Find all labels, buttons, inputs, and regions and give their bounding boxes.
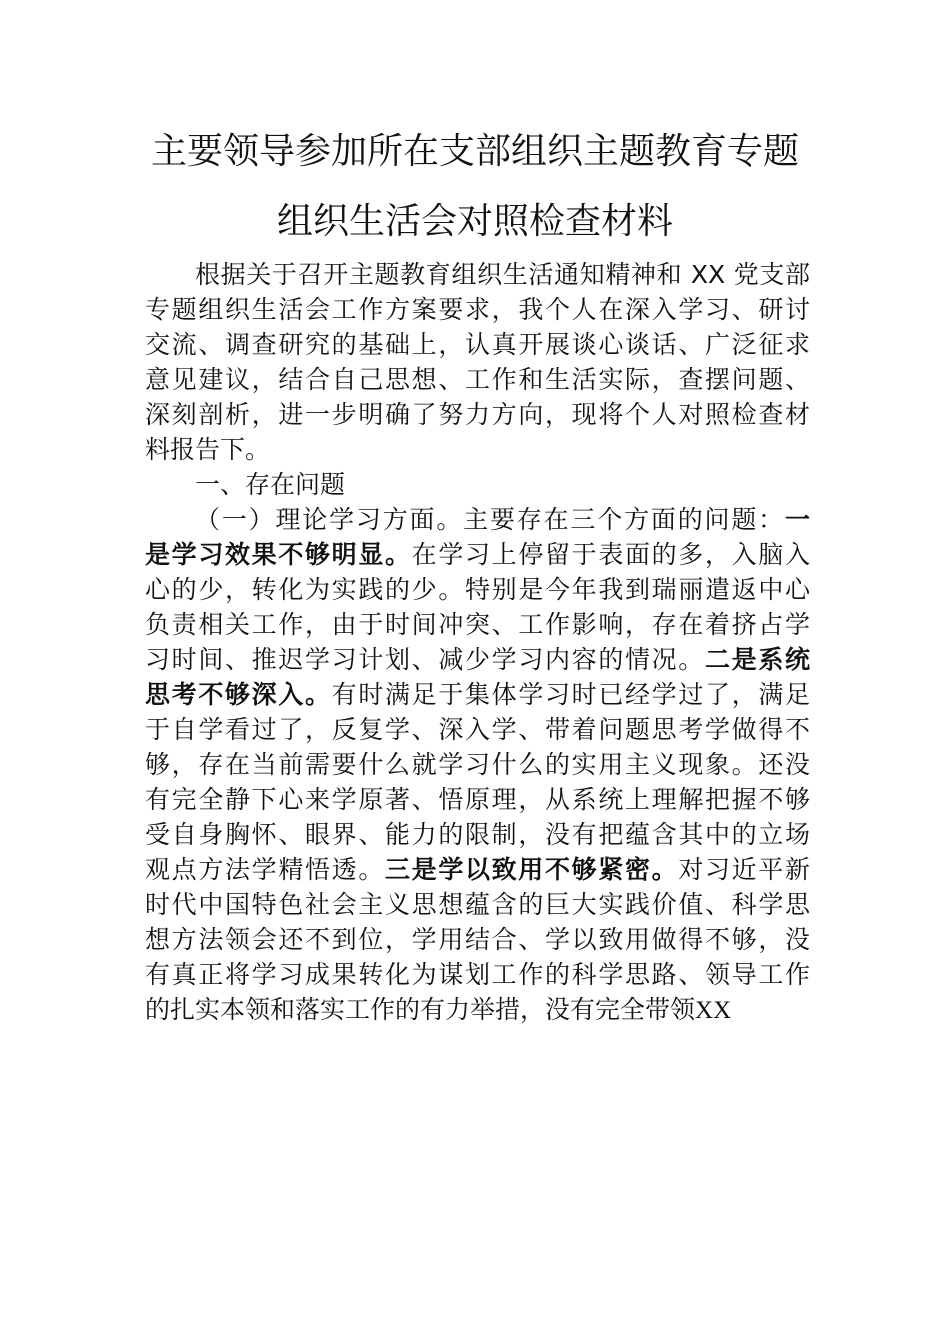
section-heading: 一、存在问题 bbox=[195, 470, 346, 499]
body-line-7: 于自学看过了，反复学、深入学、带着问题思考学做得不 bbox=[145, 715, 810, 744]
intro-line-3: 交流、调查研究的基础上，认真开展谈心谈话、广泛征求 bbox=[145, 330, 810, 359]
body-text: 的扎实本领和落实工作的有力举措，没有完全带领 bbox=[145, 995, 696, 1024]
document-title-line-1: 主要领导参加所在支部组织主题教育专题 bbox=[150, 131, 799, 172]
body-line-4: 负责相关工作，由于时间冲突、工作影响，存在着挤占学 bbox=[145, 610, 810, 639]
body-line-6 bbox=[145, 678, 810, 712]
body-line-8: 够，存在当前需要什么就学习什么的实用主义现象。还没 bbox=[145, 750, 810, 779]
body-line-5 bbox=[145, 643, 810, 677]
body-text: XX bbox=[695, 997, 732, 1024]
emphasis-text: 三是学以致用不够紧密。 bbox=[384, 855, 679, 884]
body-text: （一）理论学习方面。主要存在三个方面的问题： bbox=[195, 505, 785, 534]
body-line-14: 有真正将学习成果转化为谋划工作的科学思路、领导工作 bbox=[145, 960, 810, 989]
body-line-1 bbox=[195, 503, 810, 537]
body-text: 观点方法学精悟透。 bbox=[145, 855, 385, 884]
body-line-11 bbox=[145, 853, 810, 887]
emphasis-text: 思考不够深入。 bbox=[145, 680, 332, 709]
body-line-13: 想方法领会还不到位，学用结合、学以致用做得不够，没 bbox=[145, 925, 810, 954]
body-line-9: 有完全静下心来学原著、悟原理，从系统上理解把握不够 bbox=[145, 785, 810, 814]
intro-line-2: 专题组织生活会工作方案要求，我个人在深入学习、研讨 bbox=[145, 295, 810, 324]
body-line-15 bbox=[145, 993, 810, 1027]
intro-line-5: 深刻剖析，进一步明确了努力方向，现将个人对照检查材 bbox=[145, 400, 810, 429]
body-line-2 bbox=[145, 538, 810, 572]
body-text: 有时满足于集体学习时已经学过了，满足 bbox=[331, 680, 810, 709]
intro-line-4: 意见建议，结合自己思想、工作和生活实际，查摆问题、 bbox=[145, 365, 810, 394]
emphasis-text: 是学习效果不够明显。 bbox=[145, 540, 412, 569]
intro-line-1: 根据关于召开主题教育组织生活通知精神和 XX 党支部 bbox=[195, 260, 810, 289]
body-line-3: 心的少，转化为实践的少。特别是今年我到瑞丽遣返中心 bbox=[145, 575, 810, 604]
body-text: 习时间、推迟学习计划、减少学习内容的情况。 bbox=[145, 645, 705, 674]
body-text: 在学习上停留于表面的多，入脑入 bbox=[411, 540, 810, 569]
emphasis-text: 一 bbox=[784, 505, 810, 534]
emphasis-text: 二是系统 bbox=[704, 645, 810, 674]
intro-line-6: 料报告下。 bbox=[145, 435, 271, 464]
body-text: 对习近平新 bbox=[678, 855, 810, 884]
body-line-12: 时代中国特色社会主义思想蕴含的巨大实践价值、科学思 bbox=[145, 890, 810, 919]
document-title-line-2: 组织生活会对照检查材料 bbox=[276, 201, 673, 242]
body-line-10: 受自身胸怀、眼界、能力的限制，没有把蕴含其中的立场 bbox=[145, 820, 810, 849]
